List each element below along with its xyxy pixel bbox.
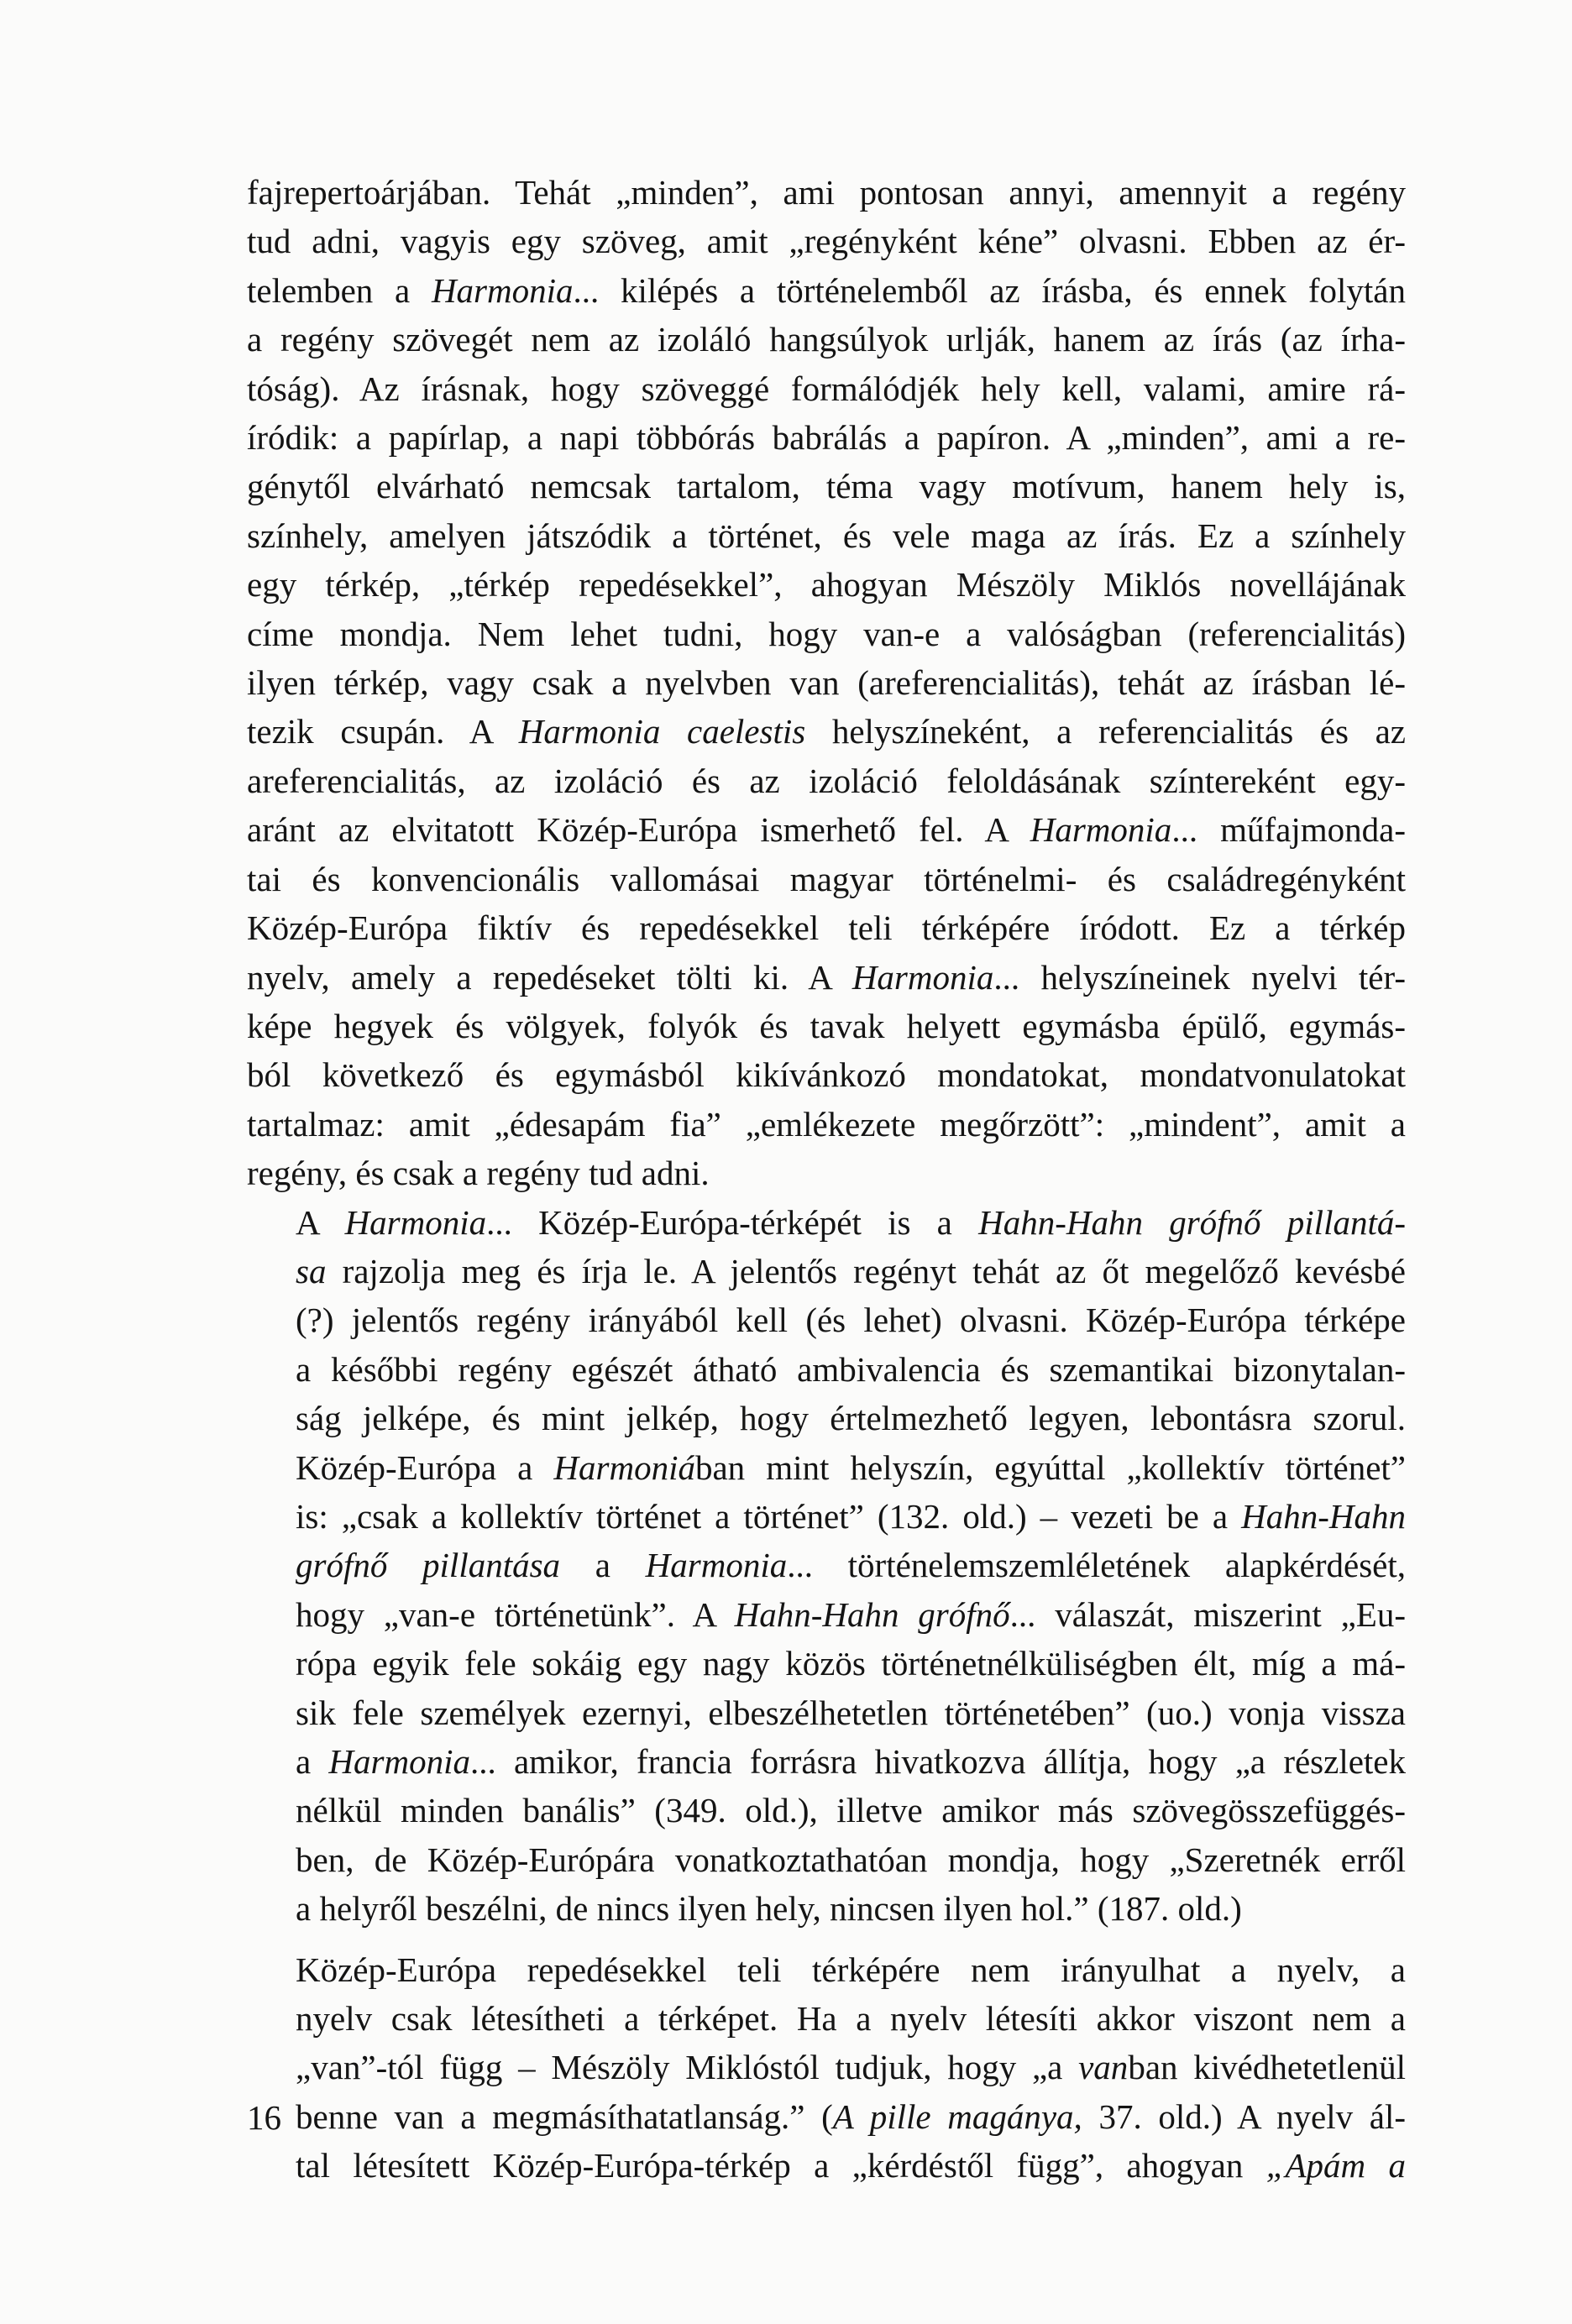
text-line — [247, 1945, 1406, 1994]
text-run: ... Közép-Európa-térképét is a — [486, 1202, 979, 1242]
text-line — [247, 1994, 1406, 2043]
text-run: címe mondja. Nem lehet tudni, hogy van-e a valóságban (referencialitás) — [247, 614, 1406, 653]
text-run: rópa egyik fele sokáig egy nagy közös történetnélküliségben élt, míg a má- — [296, 1644, 1406, 1683]
text-line — [247, 413, 1406, 462]
text-run: Közép-Európa fiktív és repedésekkel teli térképére íródott. Ez a térkép — [247, 908, 1406, 948]
text-line — [247, 1247, 1406, 1295]
text-run: is: „csak a kollektív történet a történet” (132. old.) – vezeti be a — [296, 1496, 1242, 1536]
italic-text-run: Hahn-Hahn grófnő pillantá- — [978, 1202, 1407, 1242]
italic-text-run: grófnő pillantása — [296, 1546, 561, 1585]
text-run: areferencialitás, az izoláció és az izoláció feloldásának színtereként egy- — [247, 761, 1406, 800]
text-run: a — [296, 1742, 329, 1781]
text-run: tezik csupán. A — [247, 712, 519, 751]
text-run: 37. old.) A nyelv ál- — [1082, 2096, 1406, 2136]
text-run: Közép-Európa repedésekkel teli térképére nem irányulhat a nyelv, a — [296, 1950, 1406, 1989]
paragraph — [247, 1945, 1406, 2191]
paragraph — [247, 168, 1406, 1198]
text-run: ból következő és egymásból kikívánkozó mondatokat, mondatvonulatokat — [247, 1055, 1406, 1095]
text-run: (?) jelentős regény irányából kell (és lehet) olvasni. Közép-Európa térképe — [296, 1301, 1406, 1340]
text-run: tal létesített Közép-Európa-térkép a „kérdéstől függ”, ahogyan — [296, 2146, 1266, 2185]
text-run: a — [560, 1546, 646, 1585]
italic-text-run: Harmonia — [1030, 810, 1172, 850]
text-run: rajzolja meg és írja le. A jelentős regényt tehát az őt megelőző kevésbé — [326, 1251, 1406, 1290]
text-run: tóság). Az írásnak, hogy szöveggé formálódjék hely kell, valami, amire rá- — [247, 369, 1406, 408]
text-run: ben, de Közép-Európára vonatkoztathatóan mondja, hogy „Szeretnék erről — [296, 1840, 1406, 1879]
text-run: tartalmaz: amit „édesapám fia” „emlékezete megőrzött”: „mindent”, amit a — [247, 1104, 1406, 1144]
text-line — [247, 462, 1406, 510]
text-run: sik fele személyek ezernyi, elbeszélhetetlen történetében” (uo.) vonja vissza — [296, 1693, 1406, 1732]
text-line — [247, 266, 1406, 315]
italic-text-run: Harmonia — [645, 1546, 788, 1585]
text-run: a regény szövegét nem az izoláló hangsúlyok urlják, hanem az írás (az írha- — [247, 320, 1406, 359]
text-line — [247, 707, 1406, 756]
text-line — [247, 511, 1406, 560]
text-line — [247, 2043, 1406, 2091]
text-line — [247, 1541, 1406, 1589]
text-line — [247, 1590, 1406, 1639]
text-run: tud adni, vagyis egy szöveg, amit „regényként kéne” olvasni. Ebben az ér- — [247, 222, 1406, 261]
text-run: ... történelemszemléletének alapkérdését, — [787, 1546, 1406, 1585]
text-line — [247, 364, 1406, 413]
text-run: tai és konvencionális vallomásai magyar történelmi- és családregényként — [247, 859, 1406, 898]
text-run: ... műfajmonda- — [1171, 810, 1406, 850]
text-line — [247, 560, 1406, 609]
italic-text-run: „Apám a — [1265, 2146, 1406, 2185]
text-run: a helyről beszélni, de nincs ilyen hely, nincsen ilyen hol.” (187. old.) — [296, 1889, 1242, 1929]
text-line — [247, 805, 1406, 854]
text-run: génytől elvárható nemcsak tartalom, téma vagy motívum, hanem hely is, — [247, 467, 1406, 506]
text-line — [247, 658, 1406, 707]
italic-text-run: Hahn-Hahn grófnő — [734, 1594, 1010, 1634]
text-run: képe hegyek és völgyek, folyók és tavak helyett egymásba épülő, egymás- — [247, 1006, 1406, 1045]
italic-text-run: van — [1078, 2048, 1129, 2087]
text-line — [247, 2141, 1406, 2190]
text-run: hogy „van-e történetünk”. A — [296, 1594, 735, 1634]
text-line — [247, 1345, 1406, 1394]
text-line — [247, 903, 1406, 952]
text-run: helyszíneként, a referencialitás és az — [805, 712, 1406, 751]
text-run: ... kilépés a történelemből az írásba, és ennek folytán — [573, 270, 1406, 310]
text-line — [247, 1835, 1406, 1884]
text-line — [247, 1295, 1406, 1344]
text-line — [247, 953, 1406, 1002]
text-line — [247, 1100, 1406, 1149]
text-run: a későbbi regény egészét átható ambivalencia és szemantikai bizonytalan- — [296, 1349, 1406, 1389]
text-run: nyelv csak létesítheti a térképet. Ha a nyelv létesíti akkor viszont nem a — [296, 1999, 1406, 2039]
text-run: ban kivédhetetlenül — [1128, 2048, 1406, 2087]
text-line — [247, 1149, 1406, 1197]
text-line — [247, 1688, 1406, 1737]
text-line — [247, 315, 1406, 364]
text-run: Közép-Európa a — [296, 1447, 554, 1487]
text-line — [247, 1737, 1406, 1786]
italic-text-run: Harmonia — [852, 957, 994, 997]
italic-text-run: Hahn-Hahn — [1241, 1496, 1406, 1536]
body-text — [247, 168, 1406, 2191]
text-run: fajrepertoárjában. Tehát „minden”, ami pontosan annyi, amennyit a regény — [247, 173, 1406, 212]
text-line — [247, 756, 1406, 805]
text-line — [247, 1786, 1406, 1835]
page-number: 16 — [247, 2098, 281, 2137]
text-run: színhely, amelyen játszódik a történet, és vele maga az írás. Ez a színhely — [247, 516, 1406, 555]
text-run: aránt az elvitatott Közép-Európa ismerhető fel. A — [247, 810, 1030, 850]
text-run: egy térkép, „térkép repedésekkel”, ahogyan Mészöly Miklós novellájának — [247, 565, 1406, 605]
text-run: ilyen térkép, vagy csak a nyelvben van (areferencialitás), tehát az írásban lé- — [247, 663, 1406, 703]
italic-text-run: A pille magánya, — [832, 2096, 1082, 2136]
text-line — [247, 2092, 1406, 2141]
text-run: ... amikor, francia forrásra hivatkozva állítja, hogy „a részletek — [470, 1742, 1406, 1781]
text-line — [247, 1394, 1406, 1442]
italic-text-run: Harmonia — [328, 1742, 470, 1781]
text-run: ság jelképe, és mint jelkép, hogy értelmezhető legyen, lebontásra szorul. — [296, 1399, 1406, 1438]
italic-text-run: Harmoniá — [553, 1447, 695, 1487]
text-run: A — [296, 1202, 345, 1242]
text-line — [247, 855, 1406, 903]
paragraph — [247, 1198, 1406, 1934]
text-run: regény, és csak a regény tud adni. — [247, 1154, 710, 1193]
text-run: benne van a megmásíthatatlanság.” ( — [296, 2096, 833, 2136]
text-run: íródik: a papírlap, a napi többórás babrálás a papíron. A „minden”, ami a re- — [247, 418, 1406, 458]
text-line — [247, 1639, 1406, 1688]
italic-text-run: Harmonia — [431, 270, 574, 310]
text-line — [247, 610, 1406, 658]
italic-text-run: Harmonia caelestis — [518, 712, 806, 751]
text-run: nyelv, amely a repedéseket tölti ki. A — [247, 957, 852, 997]
text-line — [247, 1492, 1406, 1541]
text-line — [247, 168, 1406, 217]
text-line — [247, 1002, 1406, 1050]
text-run: telemben a — [247, 270, 432, 310]
text-line — [247, 1050, 1406, 1099]
text-line — [247, 1198, 1406, 1247]
italic-text-run: sa — [296, 1251, 327, 1290]
text-run: nélkül minden banális” (349. old.), illetve amikor más szövegösszefüggés- — [296, 1791, 1406, 1830]
text-line — [247, 1443, 1406, 1492]
text-run: ... helyszíneinek nyelvi tér- — [993, 957, 1406, 997]
text-run: „van”-tól függ – Mészöly Miklóstól tudjuk, hogy „a — [296, 2048, 1079, 2087]
text-run: ban mint helyszín, egyúttal „kollektív történet” — [694, 1447, 1406, 1487]
text-line — [247, 1884, 1406, 1933]
text-line — [247, 217, 1406, 265]
italic-text-run: Harmonia — [344, 1202, 487, 1242]
text-run: ... válaszát, miszerint „Eu- — [1009, 1594, 1406, 1634]
